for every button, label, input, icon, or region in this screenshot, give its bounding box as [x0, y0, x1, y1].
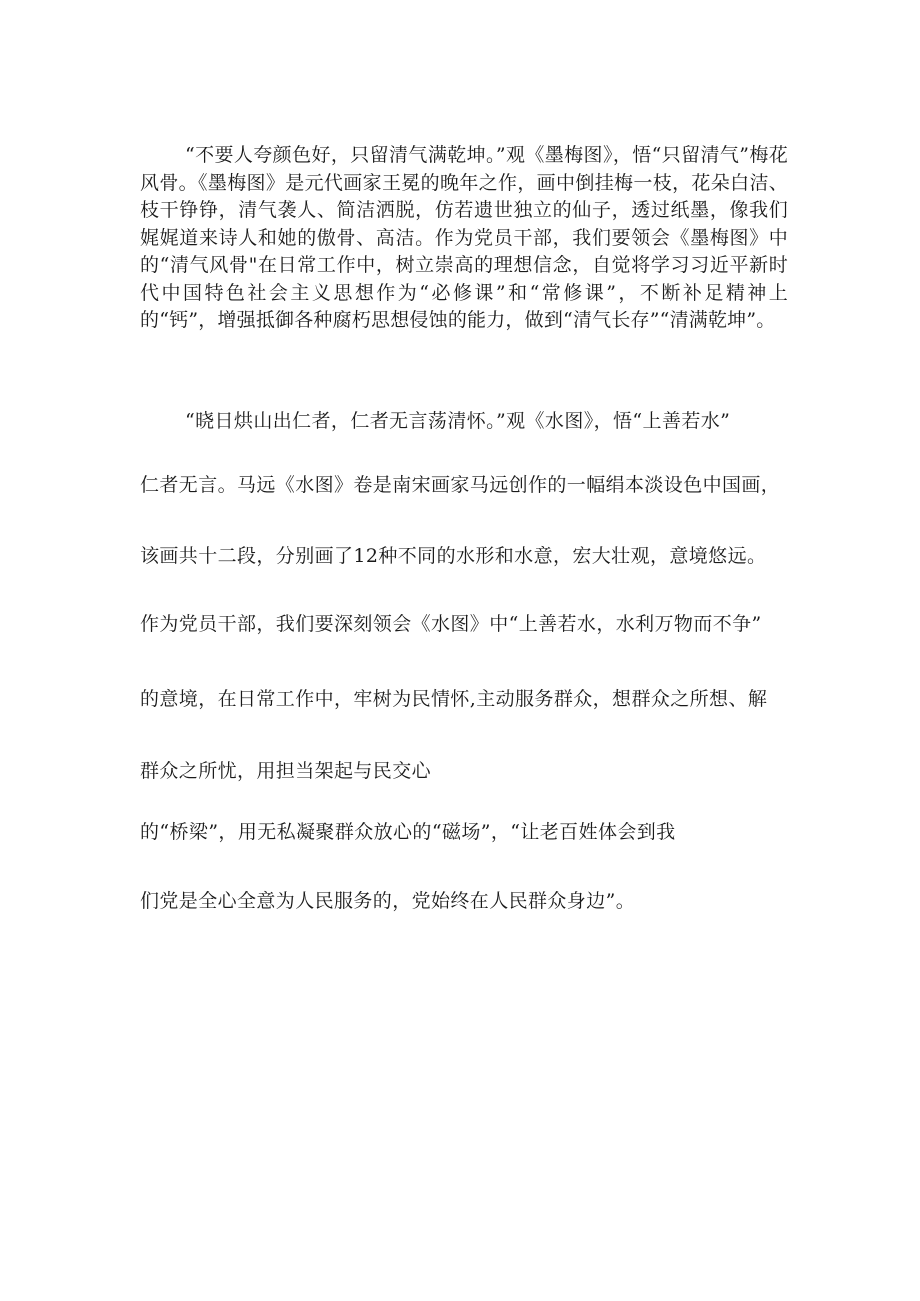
paragraph-shui-tu-line-2: 仁者无言。马远《水图》卷是南宋画家马远创作的一幅绢本淡设色中国画， — [140, 474, 781, 496]
paragraph-shui-tu-line-4: 作为党员干部，我们要深刻领会《水图》中“上善若水，水利万物而不争” — [140, 613, 762, 635]
paragraph-shui-tu-line-7: 的“桥梁”，用无私凝聚群众放心的“磁场”，“让老百姓体会到我 — [140, 821, 676, 843]
paragraph-shui-tu-line-3: 该画共十二段，分别画了12种不同的水形和水意，宏大壮观，意境悠远。 — [140, 545, 767, 567]
paragraph-mo-mei-tu: “不要人夸颜色好，只留清气满乾坤。”观《墨梅图》，悟“只留清气”梅花风骨。《墨梅图》是元代画家王冕的晚年之作，画中倒挂梅一枝，花朵白洁、枝干铮铮，清气袭人、简洁洒脱，仿若遗世独立的仙子，透过纸墨，像我们娓娓道来诗人和她的傲骨、高洁。作为党员干部，我们要领会《墨梅图》中的“清气风骨"在日常工作中，树立崇高的理想信念，自觉将学习习近平新时代中国特色社会主义思想作为“必修课”和“常修课”，不断补足精神上的“钙”，增强抵御各种腐朽思想侵蚀的能力，做到“清气长存”“清满乾坤”。 — [140, 144, 788, 331]
paragraph-shui-tu-line-1: “晓日烘山出仁者，仁者无言荡清怀。”观《水图》，悟“上善若水” — [185, 410, 731, 432]
paragraph-shui-tu-line-8: 们党是全心全意为人民服务的，党始终在人民群众身边”。 — [140, 890, 636, 912]
paragraph-shui-tu-line-5: 的意境，在日常工作中，牢树为民情怀,主动服务群众，想群众之所想、解 — [140, 688, 768, 710]
paragraph-shui-tu-line-6: 群众之所忧，用担当架起与民交心 — [140, 760, 432, 782]
